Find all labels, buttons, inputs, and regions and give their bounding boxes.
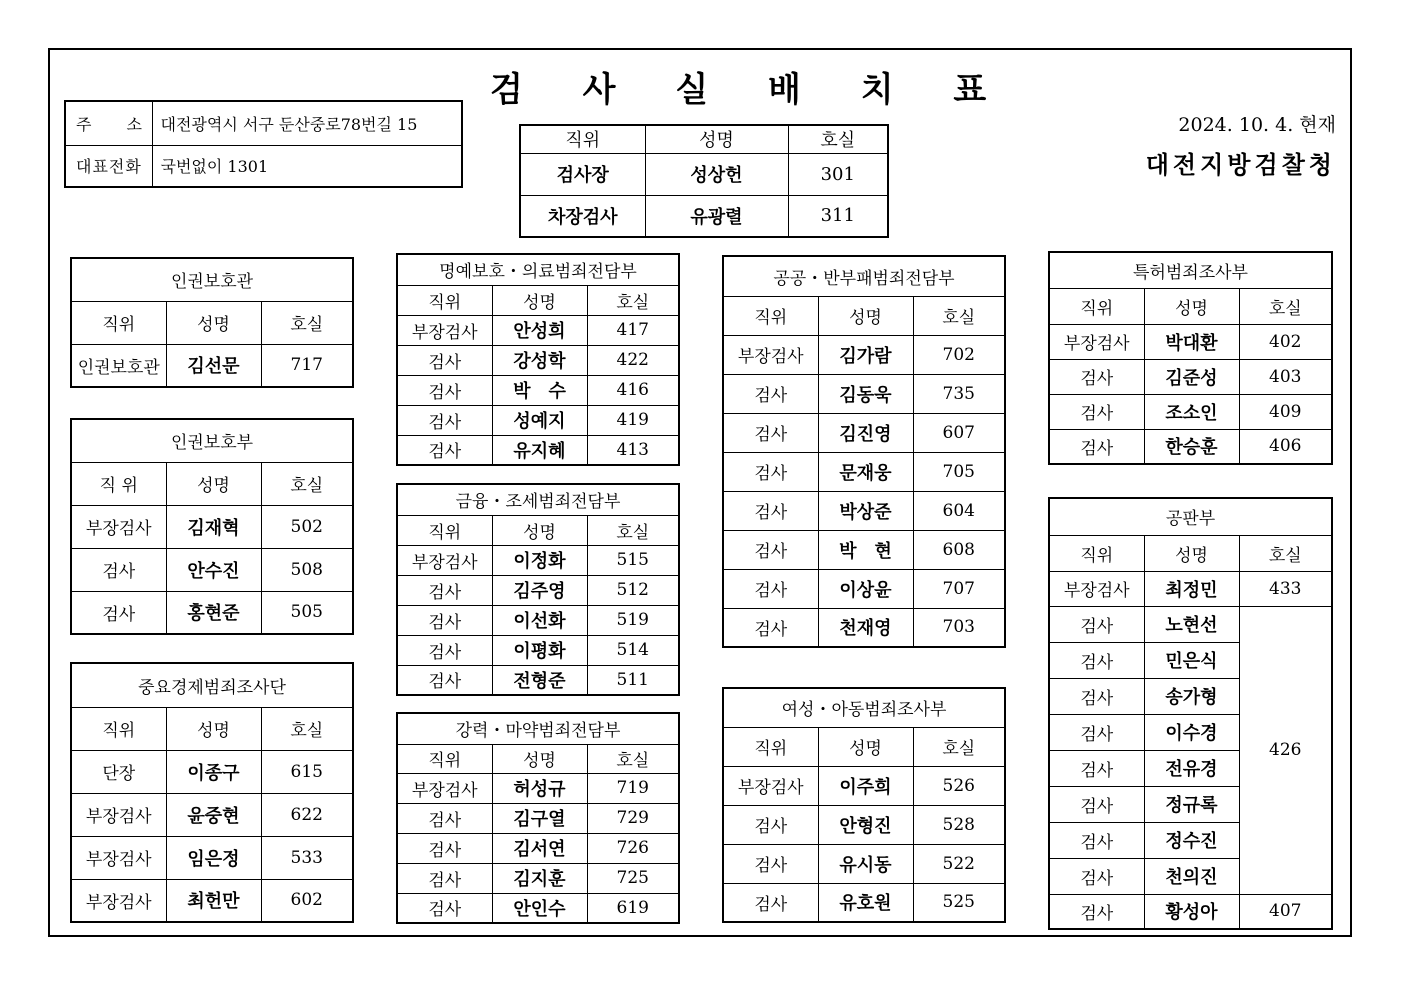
table-row bbox=[397, 833, 679, 863]
dept-table-trial bbox=[1048, 497, 1333, 930]
header-position: 직위 bbox=[723, 727, 818, 766]
header-name: 성명 bbox=[492, 515, 587, 545]
header-room: 호실 bbox=[587, 744, 679, 773]
staff-position: 검사 bbox=[1049, 429, 1144, 464]
table-row bbox=[723, 530, 1005, 569]
staff-room: 403 bbox=[1239, 359, 1332, 394]
staff-room: 515 bbox=[587, 545, 679, 575]
staff-name: 정수진 bbox=[1144, 822, 1239, 858]
chief-name: 성상헌 bbox=[645, 153, 788, 195]
dept-title: 강력・마약범죄전담부 bbox=[397, 713, 679, 744]
staff-room: 622 bbox=[261, 793, 353, 836]
staff-position: 검사 bbox=[397, 665, 492, 695]
header-name: 성명 bbox=[166, 301, 261, 344]
staff-name: 김준성 bbox=[1144, 359, 1239, 394]
staff-name: 이선화 bbox=[492, 605, 587, 635]
staff-name: 김동욱 bbox=[818, 374, 913, 413]
staff-position: 부장검사 bbox=[397, 773, 492, 803]
staff-room: 729 bbox=[587, 803, 679, 833]
dept-table-women-children bbox=[722, 687, 1006, 923]
office-name: 대전지방검찰청 bbox=[1145, 151, 1336, 179]
staff-name: 이평화 bbox=[492, 635, 587, 665]
staff-name: 임은정 bbox=[166, 836, 261, 879]
staff-position: 검사 bbox=[723, 883, 818, 922]
staff-position: 검사 bbox=[1049, 822, 1144, 858]
table-row bbox=[71, 750, 353, 793]
table-row bbox=[1049, 359, 1332, 394]
staff-room: 735 bbox=[913, 374, 1005, 413]
staff-room: 533 bbox=[261, 836, 353, 879]
table-row bbox=[723, 805, 1005, 844]
staff-name: 홍현준 bbox=[166, 591, 261, 634]
staff-position: 검사 bbox=[723, 805, 818, 844]
header-room: 호실 bbox=[913, 296, 1005, 335]
staff-position: 검사 bbox=[723, 844, 818, 883]
chief-table bbox=[519, 124, 889, 238]
staff-room: 419 bbox=[587, 405, 679, 435]
phone-label: 대표전화 bbox=[65, 145, 152, 187]
page-title: 검 사 실 배 치 표 bbox=[490, 70, 1011, 110]
header-name: 성명 bbox=[818, 296, 913, 335]
staff-name: 유호원 bbox=[818, 883, 913, 922]
staff-position: 검사 bbox=[723, 374, 818, 413]
staff-room: 519 bbox=[587, 605, 679, 635]
staff-position: 검사 bbox=[723, 491, 818, 530]
staff-room: 413 bbox=[587, 435, 679, 465]
staff-position: 부장검사 bbox=[397, 545, 492, 575]
staff-name: 안수진 bbox=[166, 548, 261, 591]
staff-name: 조소인 bbox=[1144, 394, 1239, 429]
staff-position: 부장검사 bbox=[71, 836, 166, 879]
staff-position: 검사 bbox=[723, 569, 818, 608]
staff-position: 부장검사 bbox=[1049, 324, 1144, 359]
header-room: 호실 bbox=[587, 285, 679, 315]
header-position: 직위 bbox=[520, 125, 645, 153]
staff-room: 719 bbox=[587, 773, 679, 803]
staff-position: 검사 bbox=[397, 375, 492, 405]
dept-table-public-corruption bbox=[722, 255, 1006, 648]
staff-room: 528 bbox=[913, 805, 1005, 844]
dept-table-economic-crime bbox=[70, 662, 354, 923]
staff-room: 502 bbox=[261, 505, 353, 548]
table-row bbox=[397, 545, 679, 575]
table-row bbox=[397, 575, 679, 605]
staff-room: 526 bbox=[913, 766, 1005, 805]
staff-position: 검사 bbox=[397, 893, 492, 923]
staff-room: 707 bbox=[913, 569, 1005, 608]
table-row bbox=[397, 665, 679, 695]
staff-room: 717 bbox=[261, 344, 353, 387]
staff-name: 전형준 bbox=[492, 665, 587, 695]
staff-position: 부장검사 bbox=[723, 766, 818, 805]
staff-position: 단장 bbox=[71, 750, 166, 793]
deputy-chief-position: 차장검사 bbox=[520, 195, 645, 237]
staff-name: 박 수 bbox=[492, 375, 587, 405]
header-position: 직위 bbox=[397, 744, 492, 773]
staff-position: 검사 bbox=[1049, 714, 1144, 750]
staff-position: 검사 bbox=[1049, 894, 1144, 929]
staff-room: 409 bbox=[1239, 394, 1332, 429]
staff-position: 검사 bbox=[1049, 678, 1144, 714]
dept-table-violent-drug bbox=[396, 712, 680, 924]
dept-title: 금융・조세범죄전담부 bbox=[397, 484, 679, 515]
staff-position: 검사 bbox=[1049, 750, 1144, 786]
staff-name: 안인수 bbox=[492, 893, 587, 923]
header-position: 직위 bbox=[723, 296, 818, 335]
dept-title: 명예보호・의료범죄전담부 bbox=[397, 254, 679, 285]
staff-room: 615 bbox=[261, 750, 353, 793]
header-name: 성명 bbox=[166, 707, 261, 750]
phone-value: 국번없이 1301 bbox=[152, 145, 462, 187]
dept-title: 인권보호부 bbox=[71, 419, 353, 462]
staff-name: 민은식 bbox=[1144, 642, 1239, 678]
staff-name: 한승훈 bbox=[1144, 429, 1239, 464]
address-value: 대전광역시 서구 둔산중로78번길 15 bbox=[152, 101, 462, 145]
header-name: 성명 bbox=[492, 285, 587, 315]
staff-name: 정규록 bbox=[1144, 786, 1239, 822]
table-row bbox=[71, 836, 353, 879]
header-room: 호실 bbox=[1239, 288, 1332, 324]
table-row bbox=[723, 766, 1005, 805]
staff-name: 박 현 bbox=[818, 530, 913, 569]
staff-position: 검사 bbox=[397, 605, 492, 635]
table-row bbox=[71, 879, 353, 922]
table-row bbox=[723, 413, 1005, 452]
dept-table-human-rights-dept bbox=[70, 418, 354, 635]
header-name: 성명 bbox=[166, 462, 261, 505]
date-label: 2024. 10. 4. 현재 bbox=[1178, 114, 1336, 136]
header-position: 직 위 bbox=[71, 462, 166, 505]
staff-position: 검사 bbox=[1049, 858, 1144, 894]
staff-room: 422 bbox=[587, 345, 679, 375]
table-row bbox=[1049, 324, 1332, 359]
staff-name: 강성학 bbox=[492, 345, 587, 375]
header-name: 성명 bbox=[1144, 535, 1239, 571]
header-room: 호실 bbox=[587, 515, 679, 545]
staff-name: 안성희 bbox=[492, 315, 587, 345]
dept-table-finance-tax bbox=[396, 483, 680, 696]
table-row bbox=[397, 893, 679, 923]
staff-room: 703 bbox=[913, 608, 1005, 647]
header-room: 호실 bbox=[261, 707, 353, 750]
dept-title: 공판부 bbox=[1049, 498, 1332, 535]
address-label: 주 소 bbox=[65, 101, 152, 145]
header-name: 성명 bbox=[645, 125, 788, 153]
staff-name: 김재혁 bbox=[166, 505, 261, 548]
staff-position: 인권보호관 bbox=[71, 344, 166, 387]
table-row bbox=[397, 863, 679, 893]
staff-name: 윤중현 bbox=[166, 793, 261, 836]
staff-room: 702 bbox=[913, 335, 1005, 374]
header-position: 직위 bbox=[71, 301, 166, 344]
staff-position: 부장검사 bbox=[71, 879, 166, 922]
staff-room: 433 bbox=[1239, 571, 1332, 606]
staff-position: 검사 bbox=[723, 608, 818, 647]
table-row bbox=[397, 345, 679, 375]
table-row bbox=[397, 435, 679, 465]
chief-position: 검사장 bbox=[520, 153, 645, 195]
staff-name: 김서연 bbox=[492, 833, 587, 863]
staff-room: 406 bbox=[1239, 429, 1332, 464]
staff-position: 부장검사 bbox=[723, 335, 818, 374]
staff-room: 602 bbox=[261, 879, 353, 922]
table-row bbox=[723, 335, 1005, 374]
dept-title: 중요경제범죄조사단 bbox=[71, 663, 353, 707]
staff-name: 이수경 bbox=[1144, 714, 1239, 750]
staff-position: 검사 bbox=[1049, 359, 1144, 394]
staff-name: 문재웅 bbox=[818, 452, 913, 491]
staff-room: 417 bbox=[587, 315, 679, 345]
table-row bbox=[71, 548, 353, 591]
staff-name: 천의진 bbox=[1144, 858, 1239, 894]
header-name: 성명 bbox=[1144, 288, 1239, 324]
staff-name: 황성아 bbox=[1144, 894, 1239, 929]
header-position: 직위 bbox=[397, 515, 492, 545]
staff-room: 607 bbox=[913, 413, 1005, 452]
staff-name: 박대환 bbox=[1144, 324, 1239, 359]
staff-room: 407 bbox=[1239, 894, 1332, 929]
staff-room: 514 bbox=[587, 635, 679, 665]
staff-name: 박상준 bbox=[818, 491, 913, 530]
table-row bbox=[397, 803, 679, 833]
header-position: 직위 bbox=[1049, 288, 1144, 324]
table-row bbox=[397, 635, 679, 665]
staff-room: 416 bbox=[587, 375, 679, 405]
dept-title: 공공・반부패범죄전담부 bbox=[723, 256, 1005, 296]
staff-position: 부장검사 bbox=[397, 315, 492, 345]
address-table bbox=[64, 100, 463, 188]
staff-position: 검사 bbox=[397, 575, 492, 605]
table-row bbox=[723, 452, 1005, 491]
dept-table-defamation-medical bbox=[396, 253, 680, 466]
staff-position: 검사 bbox=[1049, 606, 1144, 642]
staff-name: 김지훈 bbox=[492, 863, 587, 893]
staff-position: 검사 bbox=[397, 803, 492, 833]
staff-room: 511 bbox=[587, 665, 679, 695]
staff-name: 김구열 bbox=[492, 803, 587, 833]
staff-name: 최정민 bbox=[1144, 571, 1239, 606]
staff-name: 이주희 bbox=[818, 766, 913, 805]
staff-position: 검사 bbox=[71, 591, 166, 634]
staff-room: 508 bbox=[261, 548, 353, 591]
staff-position: 검사 bbox=[1049, 786, 1144, 822]
header-position: 직위 bbox=[71, 707, 166, 750]
staff-position: 검사 bbox=[1049, 642, 1144, 678]
table-row bbox=[723, 883, 1005, 922]
staff-position: 검사 bbox=[397, 345, 492, 375]
staff-name: 허성규 bbox=[492, 773, 587, 803]
header-room: 호실 bbox=[261, 301, 353, 344]
staff-name: 최헌만 bbox=[166, 879, 261, 922]
dept-table-patent-crime bbox=[1048, 251, 1333, 465]
table-row bbox=[71, 591, 353, 634]
dept-table-human-rights-officer bbox=[70, 257, 354, 388]
staff-position: 검사 bbox=[397, 635, 492, 665]
header-room: 호실 bbox=[261, 462, 353, 505]
staff-position: 부장검사 bbox=[71, 793, 166, 836]
header-name: 성명 bbox=[818, 727, 913, 766]
staff-name: 이종구 bbox=[166, 750, 261, 793]
table-row bbox=[723, 569, 1005, 608]
staff-room: 512 bbox=[587, 575, 679, 605]
header-room: 호실 bbox=[788, 125, 888, 153]
staff-room: 522 bbox=[913, 844, 1005, 883]
staff-name: 유시동 bbox=[818, 844, 913, 883]
staff-position: 검사 bbox=[397, 863, 492, 893]
header-position: 직위 bbox=[1049, 535, 1144, 571]
dept-title: 여성・아동범죄조사부 bbox=[723, 688, 1005, 727]
staff-position: 검사 bbox=[397, 405, 492, 435]
table-row bbox=[71, 344, 353, 387]
table-row bbox=[397, 773, 679, 803]
table-row bbox=[723, 608, 1005, 647]
header-room: 호실 bbox=[913, 727, 1005, 766]
staff-name: 송가형 bbox=[1144, 678, 1239, 714]
staff-position: 검사 bbox=[723, 530, 818, 569]
staff-room: 505 bbox=[261, 591, 353, 634]
table-row bbox=[723, 844, 1005, 883]
staff-position: 부장검사 bbox=[1049, 571, 1144, 606]
staff-room: 604 bbox=[913, 491, 1005, 530]
table-row bbox=[397, 605, 679, 635]
dept-title: 인권보호관 bbox=[71, 258, 353, 301]
staff-name: 천재영 bbox=[818, 608, 913, 647]
staff-name: 김주영 bbox=[492, 575, 587, 605]
staff-name: 노현선 bbox=[1144, 606, 1239, 642]
staff-position: 검사 bbox=[723, 413, 818, 452]
staff-room: 619 bbox=[587, 893, 679, 923]
staff-name: 김선문 bbox=[166, 344, 261, 387]
table-row bbox=[397, 375, 679, 405]
header-room: 호실 bbox=[1239, 535, 1332, 571]
staff-room: 705 bbox=[913, 452, 1005, 491]
staff-room: 725 bbox=[587, 863, 679, 893]
chief-room: 301 bbox=[788, 153, 888, 195]
staff-position: 부장검사 bbox=[71, 505, 166, 548]
shared-room: 426 bbox=[1239, 606, 1332, 894]
staff-room: 402 bbox=[1239, 324, 1332, 359]
staff-room: 608 bbox=[913, 530, 1005, 569]
staff-position: 검사 bbox=[723, 452, 818, 491]
table-row bbox=[397, 315, 679, 345]
table-row bbox=[1049, 429, 1332, 464]
staff-name: 이정화 bbox=[492, 545, 587, 575]
table-row bbox=[71, 505, 353, 548]
table-row bbox=[723, 374, 1005, 413]
header-position: 직위 bbox=[397, 285, 492, 315]
staff-room: 525 bbox=[913, 883, 1005, 922]
table-row bbox=[1049, 394, 1332, 429]
staff-name: 김진영 bbox=[818, 413, 913, 452]
staff-room: 726 bbox=[587, 833, 679, 863]
dept-title: 특허범죄조사부 bbox=[1049, 252, 1332, 288]
staff-position: 검사 bbox=[397, 833, 492, 863]
staff-name: 성예지 bbox=[492, 405, 587, 435]
staff-name: 이상윤 bbox=[818, 569, 913, 608]
staff-name: 안형진 bbox=[818, 805, 913, 844]
deputy-chief-room: 311 bbox=[788, 195, 888, 237]
staff-name: 유지혜 bbox=[492, 435, 587, 465]
staff-position: 검사 bbox=[71, 548, 166, 591]
header-name: 성명 bbox=[492, 744, 587, 773]
table-row bbox=[1049, 606, 1332, 642]
table-row bbox=[71, 793, 353, 836]
table-row bbox=[397, 405, 679, 435]
staff-name: 김가람 bbox=[818, 335, 913, 374]
table-row bbox=[723, 491, 1005, 530]
deputy-chief-name: 유광렬 bbox=[645, 195, 788, 237]
staff-name: 전유경 bbox=[1144, 750, 1239, 786]
staff-position: 검사 bbox=[1049, 394, 1144, 429]
staff-position: 검사 bbox=[397, 435, 492, 465]
